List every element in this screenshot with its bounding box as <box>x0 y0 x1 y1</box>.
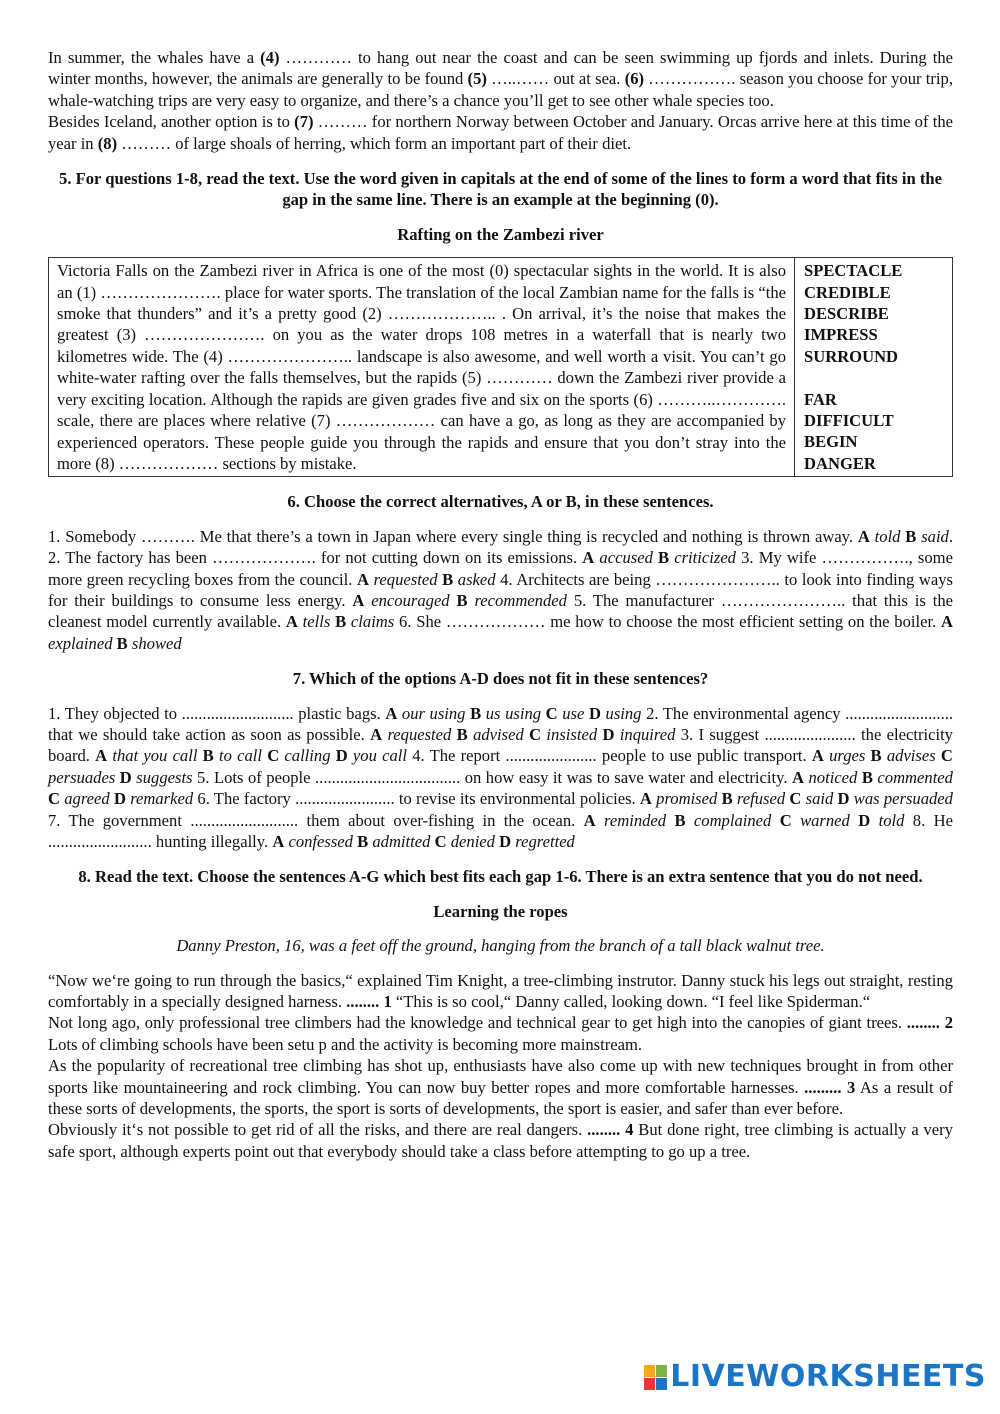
gap-3[interactable]: ......... 3 <box>804 1077 856 1097</box>
ex6-heading: 6. Choose the correct alternatives, A or B, in these sentences. <box>287 492 714 512</box>
ex5-word: DIFFICULT <box>804 410 894 430</box>
gap-1[interactable]: ........ 1 <box>346 992 392 1012</box>
ex5-word: DANGER <box>804 453 876 473</box>
ex8-paragraph-2: Not long ago, only professional tree climbers had the knowledge and technical gear to get high into the canopies of giant trees. ........ 2 Lots of climbing schools have been setu p and the activity is becoming more mainstream. <box>48 1013 954 1054</box>
ex5-word: SURROUND <box>804 346 899 366</box>
liveworksheets-logo[interactable] <box>644 1359 986 1394</box>
ex7-sentences: 1. They objected to ........................... plastic bags. A our using B us using C use D using 2. The environmental agency .......................... that we should take action as soon as possible. A requested B advised C insisted D inquired 3. I suggest ...................... the electricity board. A that you call B to call C calling D you call 4. The report ...................... people to use public transport. A urges B advises C persuades D suggests 5. Lots of people ................................... on how easy it was to save water and electricity. A noticed B commented C agreed D remarked 6. The factory ........................ to revise its environmental policies. A promised B refused C said D was persuaded 7. The government .......................... them about over-fishing in the ocean. A reminded B complained C warned D told 8. He ......................... hunting illegally. A confessed B admitted C denied D regretted <box>48 703 954 851</box>
worksheet-page <box>48 47 953 1162</box>
ex8-paragraph-4: Obviously it‘s not possible to get rid of all the risks, and there are real dangers. ........ 4 But done right, tree climbing is actually a very safe sport, although experts point out that everybody should take a class before attempting to go up a tree. <box>48 1120 953 1161</box>
ex7-heading: 7. Which of the options A-D does not fit in these sentences? <box>292 669 709 689</box>
ex5-word: SPECTACLE <box>804 261 903 281</box>
ex8-subtitle: Danny Preston, 16, was a feet off the ground, hanging from the branch of a tall black walnut tree. <box>176 936 825 956</box>
ex5-text <box>49 258 795 477</box>
ex5-text-body: Victoria Falls on the Zambezi river in Africa is one of the most (0) spectacular sights in the world. It is also an (1) …………………. place for water sports. The translation of the local Zambian name for the falls is “the smoke that thunders” and it’s a pretty good (2) ……………….. . On arrival, it’s the noise that makes the greatest (3) …………………. on you as the water drops 108 metres in a waterfall that is nearly two kilometres wide. The (4) ………………….. landscape is also awesome, and well worth a visit. You can’t go white-water rafting over the falls themselves, but the rapids (5) ………… down the Zambezi river provide a very exciting location. Although the rapids are given grades five and six on the sports (6) ………..…………. scale, there are places where relative (7) ……………… can have a go, as long as they are accompanied by experienced operators. These people guide you through the rapids and ensure that you don’t stray into the more (8) ……………… sections by mistake. <box>57 261 786 473</box>
ex5-word: DESCRIBE <box>804 304 889 324</box>
logo-square-icon <box>656 1365 667 1377</box>
ex8-paragraph-1: “Now we‘re going to run through the basics,“ explained Tim Knight, a tree-climbing instrutor. Danny stuck his legs out straight, resting comfortably in a specially designed harness. ........ 1 “This is so cool,“ Danny called, looking down. “I feel like Spiderman.“ <box>48 970 953 1012</box>
logo-square-icon <box>644 1378 655 1390</box>
ex5-word-list <box>795 258 953 477</box>
gap-2[interactable]: ........ 2 <box>906 1013 954 1033</box>
intro-paragraph-2: Besides Iceland, another option is to (7) ……… for northern Norway between October and January. Orcas arrive here at this time of the year in (8) ……… of large shoals of herring, which form an important part of their diet. <box>48 112 953 153</box>
gap-4[interactable]: ........ 4 <box>587 1120 634 1140</box>
logo-square-icon <box>656 1378 667 1390</box>
ex5-word <box>804 367 944 388</box>
ex8-heading: 8. Read the text. Choose the sentences A-G which best fits each gap 1-6. There is an extra sentence that you do not need. <box>78 867 923 887</box>
ex5-word: IMPRESS <box>804 325 878 345</box>
logo-square-icon <box>644 1365 655 1377</box>
logo-text: LIVEWORKSHEETS <box>670 1359 986 1394</box>
ex5-heading: 5. For questions 1-8, read the text. Use the word given in capitals at the end of some of the lines to form a word that fits in the gap in the same line. There is an example at the beginning (0). <box>59 169 942 210</box>
ex8-paragraph-3: As the popularity of recreational tree climbing has shot up, enthusiasts have also come up with new techniques brought in from other sports like mountaineering and rock climbing. You can now buy better ropes and more comfortable harnesses. ......... 3 As a result of these sorts of developments, the sports, the sport is sorts of developments, the sport is easier, and safer than ever before. <box>48 1056 953 1119</box>
intro-paragraph-1: In summer, the whales have a (4) ………… to hang out near the coast and can be seen swimming up fjords and inlets. During the winter months, however, the animals are generally to be found (5) …..…… out at sea. (6) ……………. season you choose for your trip, whale-watching trips are very easy to organize, and there’s a chance you’ll get to see other whale species too. <box>48 48 953 110</box>
ex5-word: BEGIN <box>804 432 858 452</box>
ex6-sentences: 1. Somebody ………. Me that there’s a town in Japan where every single thing is recycled and nothing is thrown away. A told B said. 2. The factory has been ………………. for not cutting down on its emissions. A accused B criticized 3. My wife ……………., some more green recycling boxes from the council. A requested B asked 4. Architects are being ………………….. to look into finding ways for their buildings to consume less energy. A encouraged B recommended 5. The manufacturer ………………….. that this is the cleanest model currently available. A tells B claims 6. She ……………… me how to choose the most efficient setting on the boiler. A explained B showed <box>48 526 954 653</box>
ex5-word: FAR <box>804 389 837 409</box>
ex5-table <box>48 257 953 477</box>
ex5-title: Rafting on the Zambezi river <box>397 224 604 244</box>
logo-mark-icon <box>644 1365 666 1389</box>
ex8-title: Learning the ropes <box>433 901 568 921</box>
ex5-word: CREDIBLE <box>804 282 891 302</box>
